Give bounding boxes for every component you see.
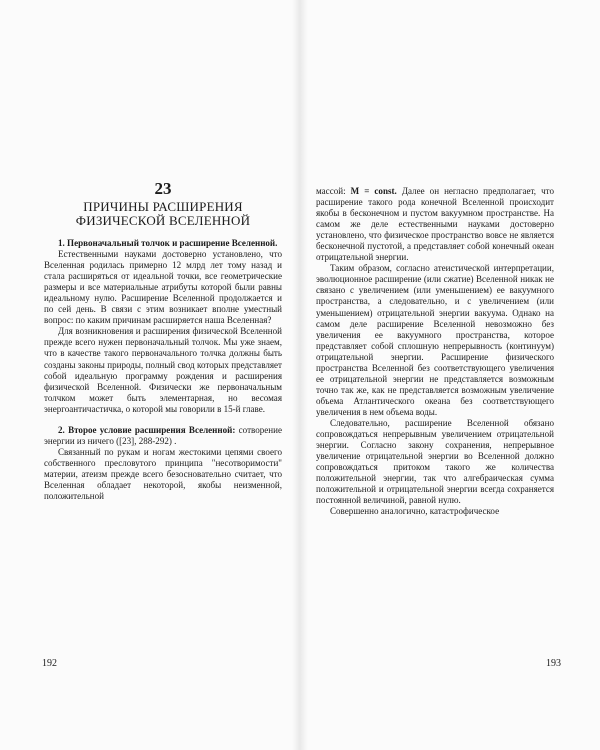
page-number-right: 193	[546, 658, 561, 669]
section-2-heading	[44, 425, 282, 447]
right-paragraph-4: Совершенно аналогично, катастрофическое	[330, 506, 500, 517]
right-paragraph-1	[316, 186, 554, 263]
right-page	[300, 0, 600, 750]
section-1-heading: 1. Первоначальный толчок и расширение Вселенной.	[58, 238, 278, 248]
left-paragraph-3: Связанный по рукам и ногам жестокими цепями своего собственного пресловутого принципа "несотворимости" материи, атеизм прежде всего безосновательно считает, что Вселенная обладает некоторой, якобы неизменной, положительной	[44, 446, 282, 502]
mass-lead: массой:	[316, 186, 351, 196]
left-text-column	[44, 179, 282, 502]
right-paragraph-3: Следовательно, расширение Вселенной обязано сопровождаться непрерывным увеличением отрицательной энергии. Согласно закону сохранения, непрерывное увеличение отрицательной энергии во Вселенной должно сопровождаться притоком такого же количества положительной энергии, так что алгебраическая сумма положительной и отрицательной энергии всегда сохраняется постоянной величиной, равной нулю.	[316, 417, 554, 506]
page-number-left: 192	[42, 658, 57, 669]
right-paragraph-1-rest: Далее он негласно предполагает, что расширение такого рода конечной Вселенной происходит якобы в бесконечном и пустом вакуумном пространстве. На самом же деле естественными науками достоверно установлено, что физическое пространство вовсе не является бесконечной пустотой, а представляет собой конечный океан отрицательной энергии.	[316, 186, 554, 263]
left-paragraph-2: Для возникновения и расширения физической Вселенной прежде всего нужен первоначальный толчок. Мы уже знаем, что в качестве такого первоначального толчка должны быть созданы законы природы, полный свод которых представляет собой идеальную программу рождения и расширения физической Вселенной. Физически же первоначальным толчком может быть элементарная, но весомая энергоантичастичка, о которой мы говорили в 15-й главе.	[44, 326, 282, 414]
chapter-number: 23	[154, 179, 172, 198]
right-text-column	[316, 186, 554, 517]
section-2-subtitle: сотворение энергии из ничего ([23], 288-292) .	[44, 424, 283, 446]
right-paragraph-2: Таким образом, согласно атеистической интерпретации, эволюционное расширение (или сжатие) Вселенной никак не связано с увеличением (или уменьшением) ее вакуумного пространства, а следовательно, и с увеличением (или уменьшением) отрицательной энергии вакуума. Однако на самом деле расширение Вселенной невозможно без увеличения ее вакуумного пространства, которое представляет собой сплошную непрерывность (континуум) отрицательной энергии. Расширение физического пространства Вселенной без соответствующего увеличения ее отрицательной энергии не представляется возможным точно так же, как не представляется возможным увеличение объема Атлантического океана без соответствующего увеличения в нем объема воды.	[316, 263, 554, 417]
chapter-title	[44, 200, 282, 228]
left-paragraph-1: Естественными науками достоверно установлено, что Вселенная родилась примерно 12 млрд лет тому назад и стала расширяться от идеальной точки, все геометрические размеры и все материальные атрибуты которой были равны идеальному нулю. Расширение Вселенной продолжается и по сей день. В связи с этим возникает вполне уместный вопрос: по каким причинам расширяется наша Вселенная?	[44, 249, 282, 326]
chapter-title-line-1: ПРИЧИНЫ РАСШИРЕНИЯ	[83, 199, 243, 214]
mass-formula: M = const.	[350, 186, 397, 196]
section-2-title: 2. Второе условие расширения Вселенной:	[58, 424, 236, 435]
chapter-title-line-2: ФИЗИЧЕСКОЙ ВСЕЛЕННОЙ	[75, 213, 251, 228]
